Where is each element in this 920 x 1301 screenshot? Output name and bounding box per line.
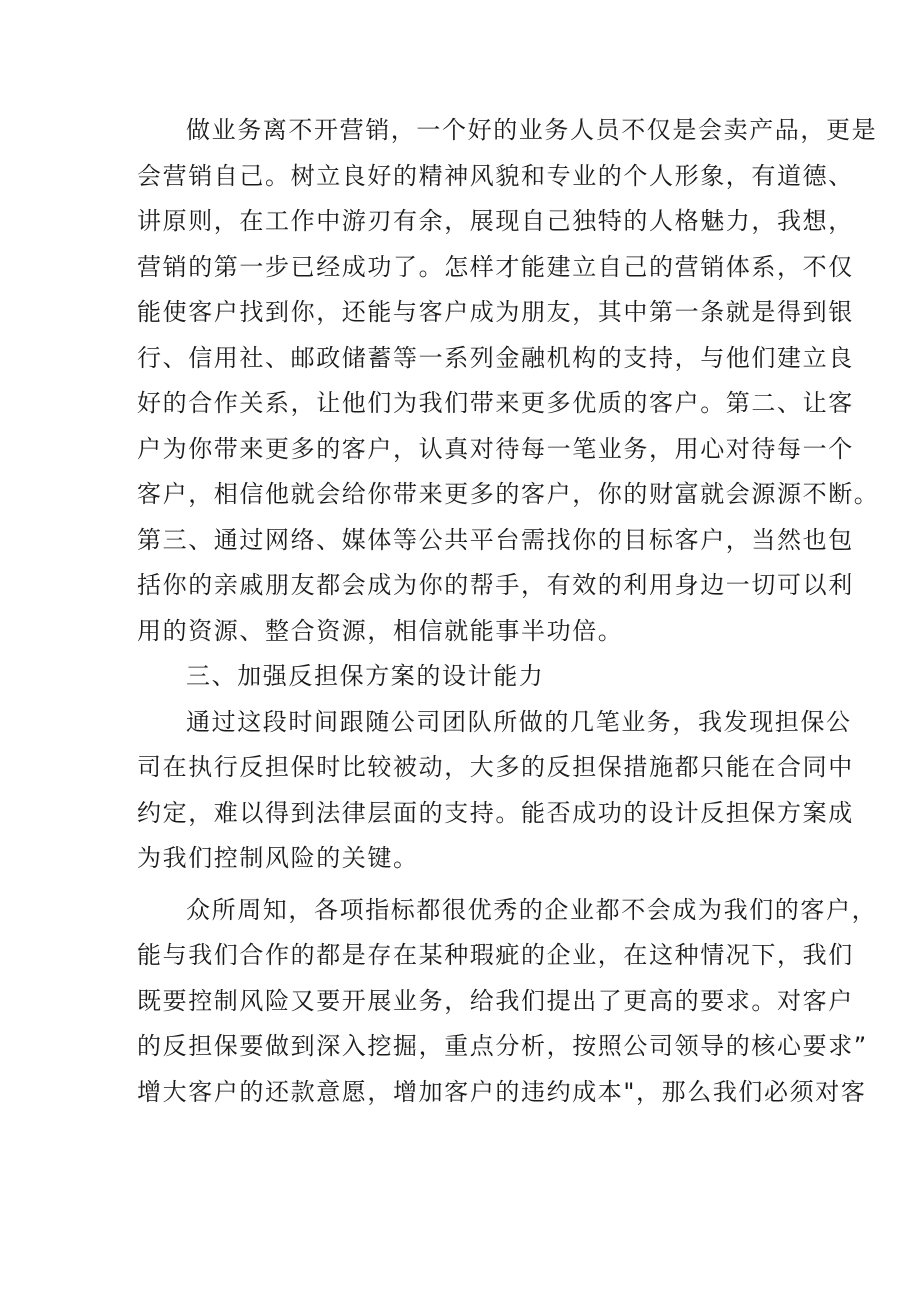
- paragraph-line: 司在执行反担保时比较被动，大多的反担保措施都只能在合同中: [137, 753, 854, 781]
- paragraph-line: 括你的亲戚朋友都会成为你的帮手，有效的利用身边一切可以利: [137, 571, 854, 599]
- paragraph-line: 户为你带来更多的客户，认真对待每一笔业务，用心对待每一个: [137, 434, 854, 463]
- paragraph-line: 为我们控制风险的关键。: [137, 844, 419, 872]
- document-body: [137, 108, 880, 1115]
- paragraph-line: 客户，相信他就会给你带来更多的客户，你的财富就会源源不断。: [137, 480, 880, 508]
- paragraph-line: 的反担保要做到深入挖掘，重点分析，按照公司领导的核心要求”: [137, 1032, 868, 1060]
- paragraph-line: 既要控制风险又要开展业务，给我们提出了更高的要求。对客户: [137, 986, 854, 1015]
- section-heading: 三、加强反担保方案的设计能力: [186, 662, 545, 690]
- paragraph-line: 增大客户的还款意愿，增加客户的违约成本"，那么我们必须对客: [137, 1077, 867, 1106]
- paragraph-line: 讲原则，在工作中游刃有余，展现自己独特的人格魅力，我想，: [137, 207, 854, 235]
- paragraph-line: 约定，难以得到法律层面的支持。能否成功的设计反担保方案成: [137, 798, 854, 827]
- paragraph-line: 能使客户找到你，还能与客户成为朋友，其中第一条就是得到银: [137, 298, 854, 326]
- paragraph-line: 用的资源、整合资源，相信就能事半功倍。: [137, 616, 624, 645]
- paragraph-line: 营销的第一步已经成功了。怎样才能建立自己的营销体系，不仅: [137, 252, 854, 281]
- paragraph-line: 会营销自己。树立良好的精神风貌和专业的个人形象，有道德、: [137, 161, 854, 190]
- paragraph-line: 做业务离不开营销，一个好的业务人员不仅是会卖产品，更是: [186, 116, 878, 144]
- paragraph-line: 好的合作关系，让他们为我们带来更多优质的客户。第二、让客: [137, 389, 854, 417]
- paragraph-line: 行、信用社、邮政储蓄等一系列金融机构的支持，与他们建立良: [137, 343, 854, 372]
- paragraph-line: 通过这段时间跟随公司团队所做的几笔业务，我发现担保公: [186, 707, 852, 736]
- paragraph-line: 能与我们合作的都是存在某种瑕疵的企业，在这种情况下，我们: [137, 941, 854, 969]
- paragraph-line: 第三、通过网络、媒体等公共平台需找你的目标客户，当然也包: [137, 525, 854, 554]
- paragraph-line: 众所周知，各项指标都很优秀的企业都不会成为我们的客户，: [186, 895, 878, 924]
